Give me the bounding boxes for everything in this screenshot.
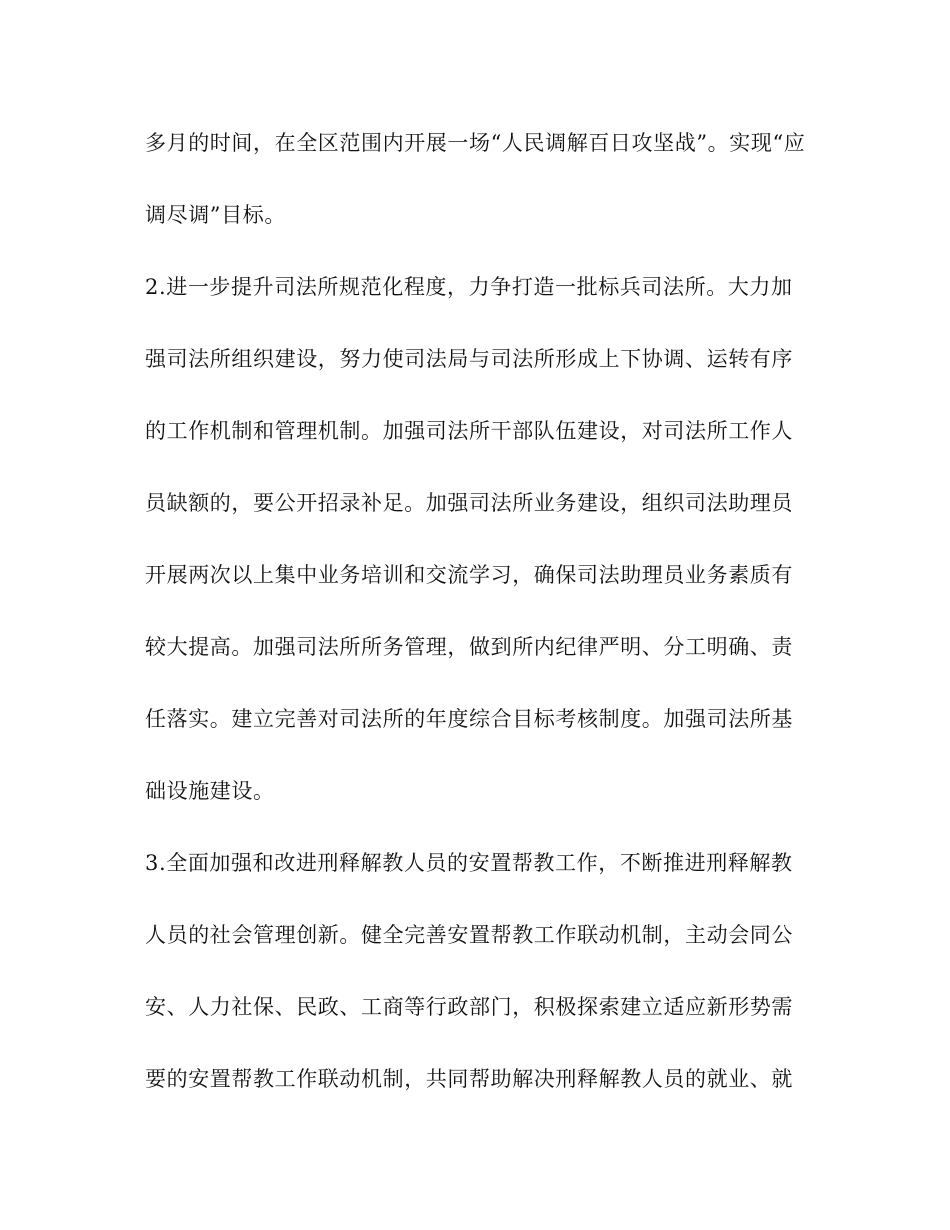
text-line: 任落实。建立完善对司法所的年度综合目标考核制度。加强司法所基 xyxy=(145,707,793,731)
text-line: 人员的社会管理创新。健全完善安置帮教工作联动机制，主动会同公 xyxy=(145,923,793,947)
document-body xyxy=(145,116,815,1107)
text-line: 要的安置帮教工作联动机制，共同帮助解决刑释解教人员的就业、就 xyxy=(145,1067,793,1091)
text-line: 员缺额的，要公开招录补足。加强司法所业务建设，组织司法助理员 xyxy=(145,491,793,515)
text-line: 的工作机制和管理机制。加强司法所干部队伍建设，对司法所工作人 xyxy=(145,419,793,443)
text-line: 3.全面加强和改进刑释解教人员的安置帮教工作，不断推进刑释解教 xyxy=(145,851,793,875)
text-line: 较大提高。加强司法所所务管理，做到所内纪律严明、分工明确、责 xyxy=(145,635,793,659)
text-line: 强司法所组织建设，努力使司法局与司法所形成上下协调、运转有序 xyxy=(145,347,793,371)
text-line: 安、人力社保、民政、工商等行政部门，积极探索建立适应新形势需 xyxy=(145,995,793,1019)
text-line: 开展两次以上集中业务培训和交流学习，确保司法助理员业务素质有 xyxy=(145,563,793,587)
text-line: 多月的时间，在全区范围内开展一场“人民调解百日攻坚战”。实现“应 xyxy=(145,131,806,155)
text-line: 2.进一步提升司法所规范化程度，力争打造一批标兵司法所。大力加 xyxy=(145,275,793,299)
text-line: 调尽调”目标。 xyxy=(145,203,286,227)
text-line: 础设施建设。 xyxy=(145,779,275,803)
